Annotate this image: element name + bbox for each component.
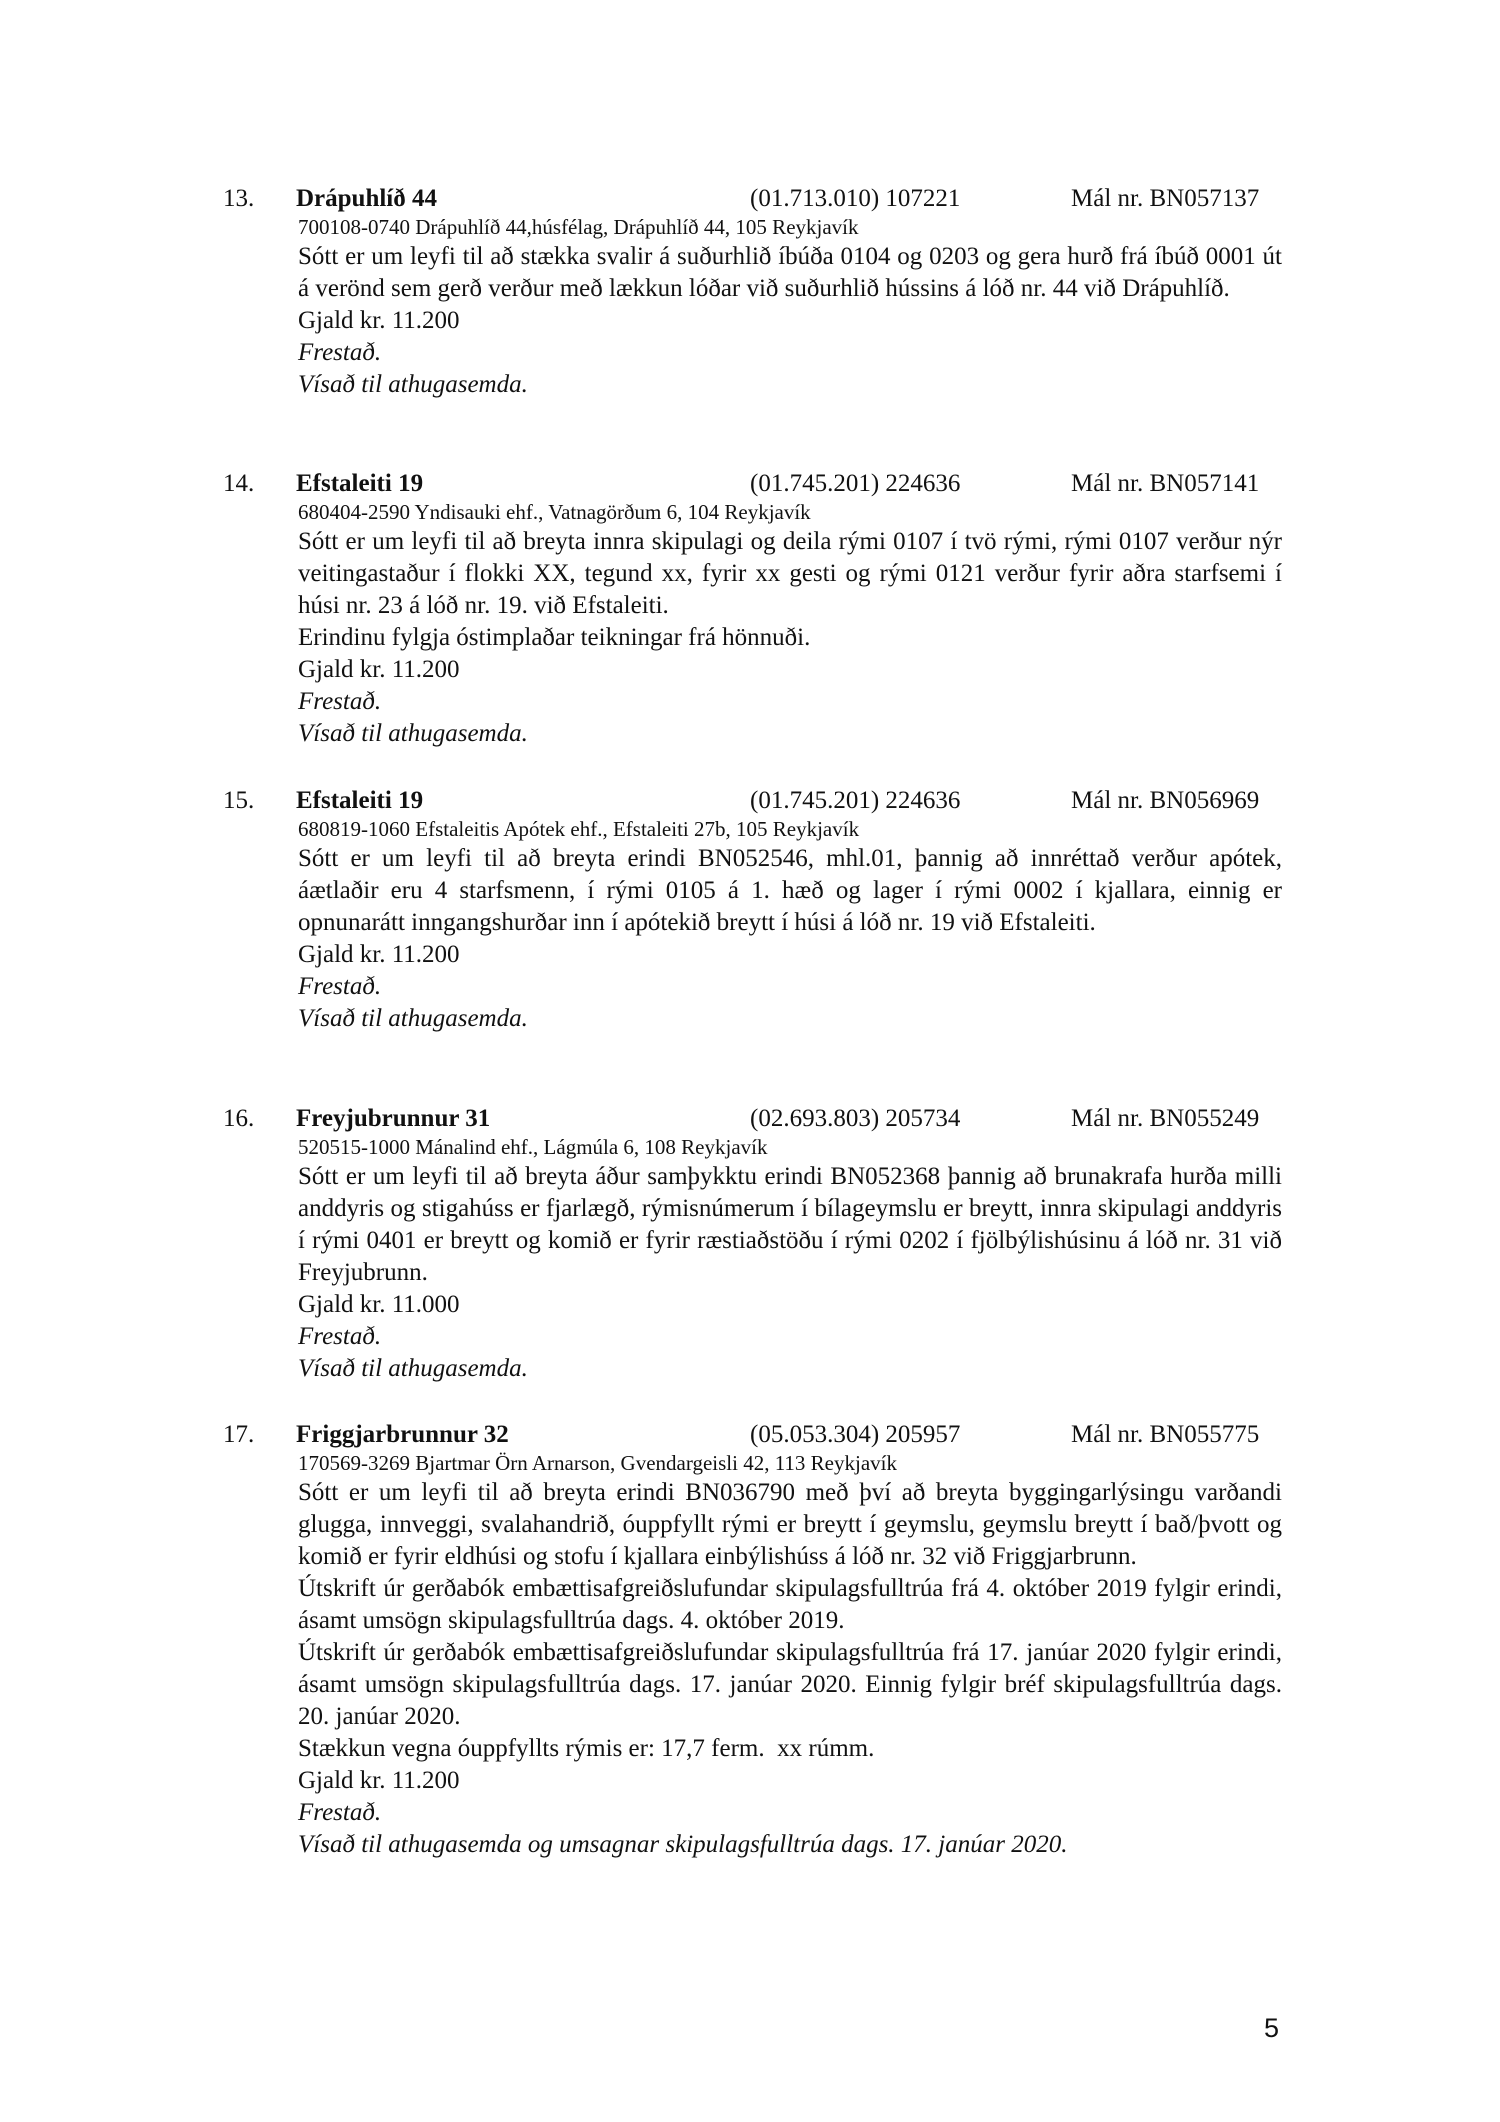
entry-number: 17. xyxy=(223,1421,255,1448)
entry-applicant: 680819-1060 Efstaleitis Apótek ehf., Efstaleiti 27b, 105 Reykjavík xyxy=(298,817,860,841)
entry-address: Friggjarbrunnur 32 xyxy=(296,1421,509,1448)
entry-body xyxy=(298,1477,1282,1861)
entry-minutes-extract-2: Útskrift úr gerðabók embættisafgreiðslufundar skipulagsfulltrúa frá 17. janúar 2020 fylgir erindi, ásamt umsögn skipulagsfulltrúa dags. 17. janúar 2020. Einnig fylgir bréf skipulagsfulltrúa dags. 20. janúar 2020. xyxy=(298,1639,1282,1730)
entry-fee: Gjald kr. 11.200 xyxy=(298,1767,460,1794)
entry-property-ref: (01.713.010) 107221 xyxy=(750,185,961,212)
entry-fee: Gjald kr. 11.000 xyxy=(298,1291,460,1318)
entry-status: Frestað. xyxy=(298,1323,382,1350)
entry-area-increase: Stækkun vegna óuppfyllts rýmis er: 17,7 ferm. xx rúmm. xyxy=(298,1735,875,1762)
entry-body xyxy=(298,526,1282,750)
entry-property-ref: (02.693.803) 205734 xyxy=(750,1105,961,1132)
entry-number: 13. xyxy=(223,185,255,212)
entry-note: Vísað til athugasemda. xyxy=(298,720,528,747)
entry-applicant: 680404-2590 Yndisauki ehf., Vatnagörðum 6, 104 Reykjavík xyxy=(298,500,811,524)
entry-case-number: Mál nr. BN055249 xyxy=(1071,1105,1260,1132)
entry-property-ref: (05.053.304) 205957 xyxy=(750,1421,961,1448)
entry-case-number: Mál nr. BN056969 xyxy=(1071,787,1260,814)
entry-applicant: 700108-0740 Drápuhlíð 44,húsfélag, Drápuhlíð 44, 105 Reykjavík xyxy=(298,215,859,239)
entry-property-ref: (01.745.201) 224636 xyxy=(750,470,961,497)
entry-status: Frestað. xyxy=(298,1799,382,1826)
entry-applicant: 520515-1000 Mánalind ehf., Lágmúla 6, 108 Reykjavík xyxy=(298,1135,768,1159)
entry-description: Sótt er um leyfi til að stækka svalir á suðurhlið íbúða 0104 og 0203 og gera hurð frá íbúð 0001 út á verönd sem gerð verður með lækkun lóðar við suðurhlið hússins á lóð nr. 44 við Drápuhlíð. xyxy=(298,243,1282,302)
entry-address: Efstaleiti 19 xyxy=(296,470,424,497)
entry-status: Frestað. xyxy=(298,973,382,1000)
entry-description: Sótt er um leyfi til að breyta erindi BN036790 með því að breyta byggingarlýsingu varðandi glugga, innveggi, svalahandrið, óuppfyllt rými er breytt í geymslu, geymslu breytt í bað/þvott og komið er fyrir eldhúsi og stofu í kjallara einbýlishúss á lóð nr. 32 við Friggjarbrunn. xyxy=(298,1479,1282,1570)
entry-status: Frestað. xyxy=(298,688,382,715)
entry-case-number: Mál nr. BN057137 xyxy=(1071,185,1260,212)
entry-description: Sótt er um leyfi til að breyta innra skipulagi og deila rými 0107 í tvö rými, rými 0107 verður nýr veitingastaður í flokki XX, tegund xx, fyrir xx gesti og rými 0121 verður fyrir aðra starfsemi í húsi nr. 23 á lóð nr. 19. við Efstaleiti. xyxy=(298,528,1282,619)
entry-note: Vísað til athugasemda. xyxy=(298,371,528,398)
entry-fee: Gjald kr. 11.200 xyxy=(298,656,460,683)
entry-applicant: 170569-3269 Bjartmar Örn Arnarson, Gvendargeisli 42, 113 Reykjavík xyxy=(298,1451,897,1475)
page-number: 5 xyxy=(1264,2013,1280,2043)
entry-note: Vísað til athugasemda. xyxy=(298,1005,528,1032)
entry-address: Freyjubrunnur 31 xyxy=(296,1105,491,1132)
entry-address: Efstaleiti 19 xyxy=(296,787,424,814)
entry-number: 15. xyxy=(223,787,255,814)
entry-attachment-note: Erindinu fylgja óstimplaðar teikningar frá hönnuði. xyxy=(298,624,811,651)
entry-address: Drápuhlíð 44 xyxy=(296,185,438,212)
entry-body xyxy=(298,1161,1282,1385)
entry-fee: Gjald kr. 11.200 xyxy=(298,307,460,334)
entry-number: 16. xyxy=(223,1105,255,1132)
entry-property-ref: (01.745.201) 224636 xyxy=(750,787,961,814)
entry-description: Sótt er um leyfi til að breyta erindi BN052546, mhl.01, þannig að innréttað verður apótek, áætlaðir eru 4 starfsmenn, í rými 0105 á 1. hæð og lager í rými 0002 í kjallara, einnig er opnunarátt inngangshurðar inn í apótekið breytt í húsi á lóð nr. 19 við Efstaleiti. xyxy=(298,845,1282,936)
entry-body xyxy=(298,843,1282,1035)
entry-minutes-extract-1: Útskrift úr gerðabók embættisafgreiðslufundar skipulagsfulltrúa frá 4. október 2019 fylgir erindi, ásamt umsögn skipulagsfulltrúa dags. 4. október 2019. xyxy=(298,1575,1282,1634)
entry-note: Vísað til athugasemda og umsagnar skipulagsfulltrúa dags. 17. janúar 2020. xyxy=(298,1831,1068,1858)
entry-body xyxy=(298,241,1282,401)
entry-description: Sótt er um leyfi til að breyta áður samþykktu erindi BN052368 þannig að brunakrafa hurða milli anddyris og stigahúss er fjarlægð, rýmisnúmerum í bílageymslu er breytt, innra skipulagi anddyris í rými 0401 er breytt og komið er fyrir ræstiaðstöðu í rými 0202 í fjölbýlishúsinu á lóð nr. 31 við Freyjubrunn. xyxy=(298,1163,1282,1286)
entry-note: Vísað til athugasemda. xyxy=(298,1355,528,1382)
entry-number: 14. xyxy=(223,470,255,497)
entry-fee: Gjald kr. 11.200 xyxy=(298,941,460,968)
entry-case-number: Mál nr. BN055775 xyxy=(1071,1421,1260,1448)
entry-status: Frestað. xyxy=(298,339,382,366)
entry-case-number: Mál nr. BN057141 xyxy=(1071,470,1260,497)
